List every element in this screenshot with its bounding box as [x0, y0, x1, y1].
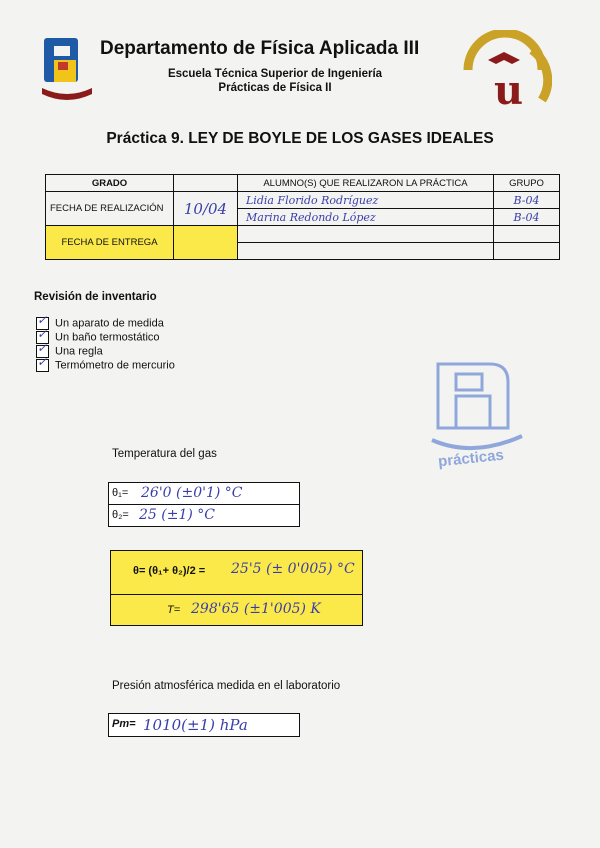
course-name: Prácticas de Física II: [218, 82, 332, 94]
grado-label: GRADO: [46, 175, 174, 192]
theta1-label: θ₁=: [112, 487, 129, 499]
svg-text:u: u: [494, 67, 524, 112]
absolute-temperature-value[interactable]: 298'65 (±1'005) K: [191, 601, 321, 617]
pressure-field[interactable]: [108, 713, 300, 737]
fecha-realizacion-label: FECHA DE REALIZACIÓN: [46, 192, 174, 226]
university-seal: [458, 30, 552, 112]
alumnos-header: ALUMNO(S) QUE REALIZARON LA PRÁCTICA: [238, 175, 494, 192]
theta2-field[interactable]: [108, 504, 300, 527]
theta-mean-field[interactable]: [110, 550, 363, 596]
fecha-entrega-label: FECHA DE ENTREGA: [46, 226, 174, 260]
info-table: [45, 174, 560, 260]
fecha-realizacion-value[interactable]: 10/04: [174, 192, 238, 226]
department-logo: [40, 36, 94, 106]
T-label: T=: [167, 604, 181, 616]
theta2-label: θ₂=: [112, 509, 129, 521]
student-name-3[interactable]: [238, 226, 494, 243]
theta1-value[interactable]: 26'0 (±0'1) °C: [141, 485, 243, 501]
student-name-2[interactable]: Marina Redondo López: [238, 209, 494, 226]
department-name: Departamento de Física Aplicada III: [100, 38, 420, 59]
absolute-temperature-field[interactable]: [110, 594, 363, 626]
student-name-4[interactable]: [238, 243, 494, 260]
fecha-entrega-value[interactable]: [174, 226, 238, 260]
inventory-item[interactable]: ✓Un baño termostático: [36, 331, 160, 344]
pm-label: Pm=: [112, 718, 136, 730]
student-group-1[interactable]: B-04: [494, 192, 560, 209]
inventory-title: Revisión de inventario: [34, 291, 157, 303]
student-group-3[interactable]: [494, 226, 560, 243]
theta1-field[interactable]: [108, 482, 300, 505]
practicas-stamp: [412, 358, 538, 470]
student-group-2[interactable]: B-04: [494, 209, 560, 226]
temperature-label: Temperatura del gas: [112, 448, 217, 460]
page-title: Práctica 9. LEY DE BOYLE DE LOS GASES IDEALES: [106, 130, 494, 147]
pressure-label: Presión atmosférica medida en el laboratorio: [112, 680, 341, 692]
inventory-item[interactable]: ✓Una regla: [36, 345, 103, 358]
pressure-value[interactable]: 1010(±1) hPa: [143, 716, 248, 734]
grupo-header: GRUPO: [494, 175, 560, 192]
theta-formula: θ= (θ₁+ θ₂)/2 =: [133, 565, 206, 577]
stamp-text: prácticas: [437, 446, 505, 471]
inventory-item[interactable]: ✓Termómetro de mercurio: [36, 359, 175, 372]
school-name: Escuela Técnica Superior de Ingeniería: [167, 68, 383, 80]
checkbox-checked[interactable]: [36, 359, 49, 372]
theta-mean-value[interactable]: 25'5 (± 0'005) °C: [231, 561, 355, 577]
student-name-1[interactable]: Lidia Florido Rodríguez: [238, 192, 494, 209]
theta2-value[interactable]: 25 (±1) °C: [139, 507, 215, 523]
inventory-item[interactable]: ✓Un aparato de medida: [36, 317, 164, 330]
grado-value[interactable]: [174, 175, 238, 192]
student-group-4[interactable]: [494, 243, 560, 260]
